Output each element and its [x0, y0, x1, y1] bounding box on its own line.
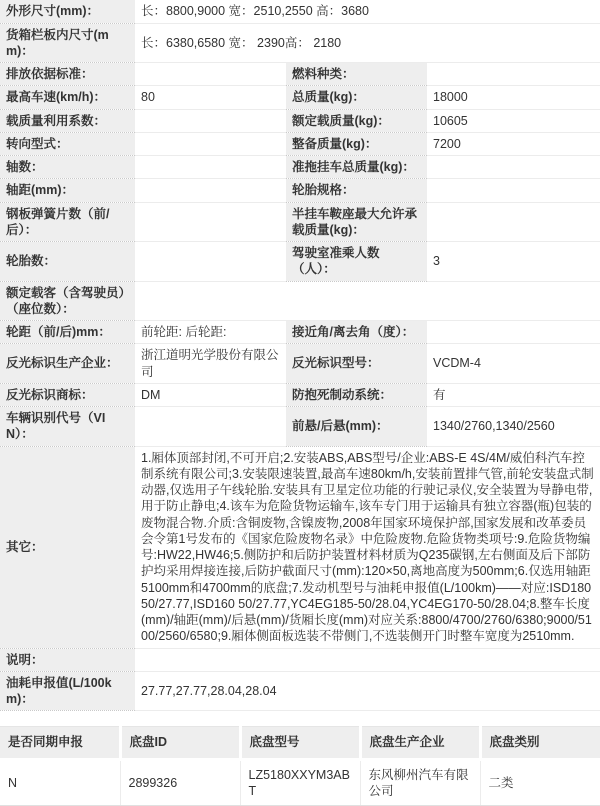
- spec-row: [0, 0, 600, 23]
- spec-value-cell: 27.77,27.77,28.04,28.04: [135, 671, 600, 711]
- spec-row: [0, 383, 600, 406]
- spec-label-cell: 外形尺寸(mm)：: [0, 0, 135, 23]
- spec-value-cell: [135, 202, 286, 242]
- chassis-section: [0, 726, 600, 806]
- spec-value-cell: [135, 281, 600, 321]
- spec-row: [0, 132, 600, 155]
- spec-value-cell: 7200: [427, 132, 600, 155]
- spec-value-cell: DM: [135, 383, 286, 406]
- chassis-row: [0, 759, 600, 806]
- spec-value-cell: [427, 179, 600, 202]
- chassis-header-cell: 是否同期申报: [0, 727, 120, 759]
- chassis-cell: N: [0, 759, 120, 806]
- spec-label-cell: 钢板弹簧片数（前/后）：: [0, 202, 135, 242]
- chassis-cell: 东风柳州汽车有限公司: [360, 759, 480, 806]
- chassis-header-row: [0, 727, 600, 759]
- spec-value-cell: 长：8800,9000 宽：2510,2550 高：3680: [135, 0, 600, 23]
- spec-row: [0, 344, 600, 384]
- spec-value-cell: 1.厢体顶部封闭,不可开启;2.安装ABS,ABS型号/企业:ABS-E 4S/4M/威伯科汽车控制系统有限公司;3.安装限速装置,最高车速80km/h,安装前置排气管,前轮安装盘式制动器,仅选用子午线轮胎.安装具有卫星定位功能的行驶记录仪,安全装置为导静电带,用于防止静电;4.该车为危险货物运输车,该车专门用于运输具有独立容器(瓶)包装的废物混合物.介质:含铜废物,含镍废物,2008年国家环境保护部,国家发展和改革委员会令第1号发布的《国家危险废物名录》中危险废物.危险货物类项号:9.危险货物编号:HW22,HW46;5.侧防护和后防护装置材料材质为Q235碳钢,左右侧面及后下部防护均采用焊接连接,后防护截面尺寸(mm):120×50,离地高度为500mm;6.仅选用轴距5100mm和4700mm的底盘;7.发动机型号与油耗申报值(L/100km)——对应:ISD180 50/27.77,ISD160 50/27.77,YC4EG185-50/28.04,YC4EG170-50/28.04;8.整车长度(mm)/轴距(mm)/后悬(mm)/货厢长度(mm)对应关系:8800/4700/2760/6380;9000/5100/2560/6580;9.厢体侧面板选装不带侧门,不选装侧开门时整车宽度为2510mm.: [135, 446, 600, 648]
- spec-label-cell: 反光标识商标：: [0, 383, 135, 406]
- spec-label-cell: 准拖挂车总质量(kg)：: [286, 156, 427, 179]
- spec-value-cell: [135, 242, 286, 282]
- chassis-header-cell: 底盘ID: [120, 727, 240, 759]
- spec-label-cell: 反光标识生产企业：: [0, 344, 135, 384]
- spec-value-cell: 80: [135, 86, 286, 109]
- spec-label-cell: 燃料种类：: [286, 63, 427, 86]
- spec-row: [0, 156, 600, 179]
- chassis-cell: LZ5180XXYM3ABT: [240, 759, 360, 806]
- spec-label-cell: 说明：: [0, 648, 135, 671]
- spec-label-cell: 接近角/离去角（度）：: [286, 321, 427, 344]
- spec-label-cell: 轴距(mm)：: [0, 179, 135, 202]
- spec-label-cell: 油耗申报值(L/100km)：: [0, 671, 135, 711]
- spec-label-cell: 前悬/后悬(mm)：: [286, 407, 427, 447]
- chassis-header-cell: 底盘生产企业: [360, 727, 480, 759]
- spec-value-cell: [427, 321, 600, 344]
- spec-label-cell: 驾驶室准乘人数（人）：: [286, 242, 427, 282]
- spec-row: [0, 671, 600, 711]
- spec-value-cell: VCDM-4: [427, 344, 600, 384]
- chassis-header-cell: 底盘类别: [480, 727, 600, 759]
- spec-value-cell: [135, 156, 286, 179]
- spec-label-cell: 轮距（前/后)mm：: [0, 321, 135, 344]
- spec-label-cell: 转向型式：: [0, 132, 135, 155]
- spec-value-cell: [135, 179, 286, 202]
- spec-label-cell: 半挂车鞍座最大允许承载质量(kg)：: [286, 202, 427, 242]
- spec-row: [0, 446, 600, 648]
- spec-label-cell: 反光标识型号：: [286, 344, 427, 384]
- spec-value-cell: [135, 132, 286, 155]
- spec-value-cell: 18000: [427, 86, 600, 109]
- spec-label-cell: 载质量利用系数：: [0, 109, 135, 132]
- spec-label-cell: 总质量(kg)：: [286, 86, 427, 109]
- spec-value-cell: [427, 63, 600, 86]
- spec-value-cell: [135, 109, 286, 132]
- spec-row: [0, 648, 600, 671]
- spec-row: [0, 63, 600, 86]
- spec-label-cell: 轴数：: [0, 156, 135, 179]
- spec-row: [0, 281, 600, 321]
- spec-label-cell: 防抱死制动系统：: [286, 383, 427, 406]
- spec-label-cell: 货箱栏板内尺寸(mm)：: [0, 23, 135, 63]
- chassis-table: [0, 726, 600, 806]
- spec-label-cell: 轮胎数：: [0, 242, 135, 282]
- chassis-cell: 二类: [480, 759, 600, 806]
- spec-row: [0, 407, 600, 447]
- spec-row: [0, 23, 600, 63]
- spec-label-cell: 最高车速(km/h)：: [0, 86, 135, 109]
- spec-label-cell: 整备质量(kg)：: [286, 132, 427, 155]
- spec-value-cell: 浙江道明光学股份有限公司: [135, 344, 286, 384]
- spec-value-cell: 有: [427, 383, 600, 406]
- spec-row: [0, 86, 600, 109]
- spec-label-cell: 额定载质量(kg)：: [286, 109, 427, 132]
- spec-value-cell: 1340/2760,1340/2560: [427, 407, 600, 447]
- spec-value-cell: [427, 202, 600, 242]
- spec-row: [0, 202, 600, 242]
- spec-row: [0, 321, 600, 344]
- spec-value-cell: [135, 648, 600, 671]
- spec-value-cell: 长：6380,6580 宽： 2390高： 2180: [135, 23, 600, 63]
- spec-label-cell: 车辆识别代号（VIN）：: [0, 407, 135, 447]
- spec-label-cell: 其它：: [0, 446, 135, 648]
- spec-label-cell: 轮胎规格：: [286, 179, 427, 202]
- spec-value-cell: 3: [427, 242, 600, 282]
- chassis-cell: 2899326: [120, 759, 240, 806]
- spec-row: [0, 109, 600, 132]
- spec-value-cell: [135, 63, 286, 86]
- chassis-table-body: [0, 759, 600, 806]
- spec-label-cell: 额定载客（含驾驶员）（座位数）：: [0, 281, 135, 321]
- spec-value-cell: 前轮距: 后轮距:: [135, 321, 286, 344]
- spec-value-cell: [427, 156, 600, 179]
- spec-row: [0, 242, 600, 282]
- spec-label-cell: 排放依据标准：: [0, 63, 135, 86]
- spec-value-cell: [135, 407, 286, 447]
- chassis-header-cell: 底盘型号: [240, 727, 360, 759]
- spec-row: [0, 179, 600, 202]
- spec-value-cell: 10605: [427, 109, 600, 132]
